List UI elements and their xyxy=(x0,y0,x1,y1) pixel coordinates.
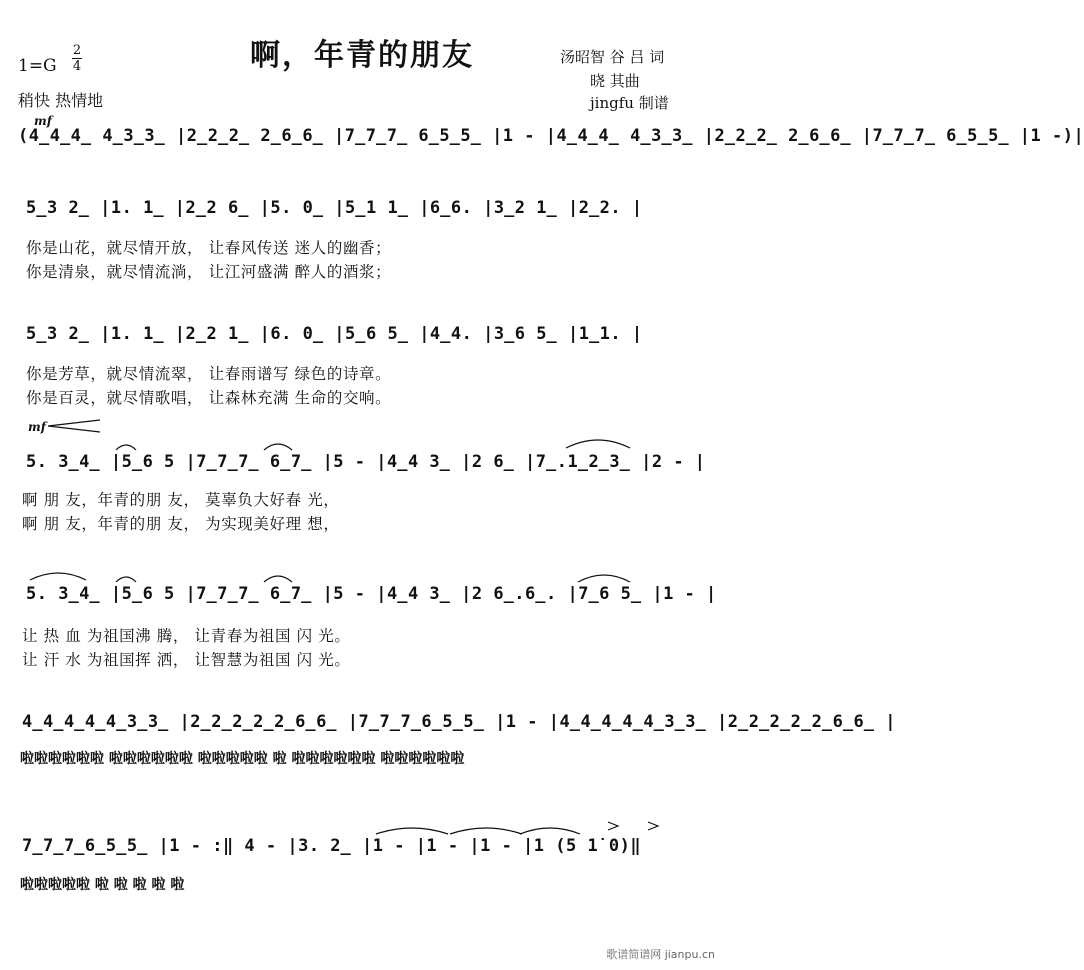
crescendo-hairpin xyxy=(48,420,100,432)
slur-6 xyxy=(264,576,292,582)
time-denominator: 4 xyxy=(72,59,82,74)
verse1-lyric-2: 你是清泉，就尽情流淌， 让江河盛满 醉人的酒浆； xyxy=(26,263,392,281)
slur-7 xyxy=(578,575,630,582)
tie-2 xyxy=(450,828,522,834)
chorus2-lyric-1: 让 热 血 为祖国沸 腾， 让青春为祖国 闪 光。 xyxy=(22,627,351,645)
verse2-lyric-1: 你是芳草，就尽情流翠， 让春雨谱写 绿色的诗章。 xyxy=(26,365,392,383)
accent-2 xyxy=(648,822,658,830)
dynamic-mf-1: mf xyxy=(34,114,52,128)
la-section-notes: 4̲4̲4̲4̲4̲3̲3̲ |2̲2̲2̲2̲2̲6̲6̲ |7̲7̲7̲6̲5̲5̲ |1 - |4̲4̲4̲4̲4̲3̲3̲ |2̲2̲2̲2̲2̲6̲6̲ | xyxy=(22,712,896,732)
verse1-notes: 5̲3 2̲ |1. 1̲ |2̲2 6̲ |5. 0̲ |5̲1 1̲ |6̲6. |3̲2 1̲ |2̲2. | xyxy=(26,198,643,218)
verse2-notes: 5̲3 2̲ |1. 1̲ |2̲2 1̲ |6. 0̲ |5̲6 5̲ |4̲4. |3̲6 5̲ |1̲1. | xyxy=(26,324,643,344)
chorus2-notes: 5. 3̲4̲ |5̲6 5 |7̲7̲7̲ 6̲7̲ |5 - |4̲4 3̲ |2 6̲.6̲. |7̲6 5̲ |1 - | xyxy=(26,584,717,604)
chorus1-lyric-1: 啊 朋 友，年青的朋 友， 莫辜负大好春 光， xyxy=(22,491,340,509)
tie-3 xyxy=(520,828,580,834)
chorus2-lyric-2: 让 汗 水 为祖国挥 洒， 让智慧为祖国 闪 光。 xyxy=(22,651,351,669)
slur-1 xyxy=(116,445,136,450)
chorus1-lyric-2: 啊 朋 友，年青的朋 友， 为实现美好理 想， xyxy=(22,515,340,533)
slur-5 xyxy=(116,577,136,582)
slur-3 xyxy=(566,440,630,448)
lyricist-credit: 汤昭智 谷 吕 词 xyxy=(560,48,665,66)
verse1-lyric-1: 你是山花，就尽情开放， 让春风传送 迷人的幽香； xyxy=(26,239,392,257)
la-section-lyric: 啦啦啦啦啦啦 啦啦啦啦啦啦 啦啦啦啦啦 啦 啦啦啦啦啦啦 啦啦啦啦啦啦 xyxy=(20,751,465,767)
dynamic-mf-2: mf xyxy=(28,420,46,434)
intro-notes: (4̲4̲4̲ 4̲3̲3̲ |2̲2̲2̲ 2̲6̲6̲ |7̲7̲7̲ 6̲5̲5̲ |1 - |4̲4̲4̲ 4̲3̲3̲ |2̲2̲2̲ 2̲6̲6̲ |7̲7̲7̲ 6̲5̲5̲ |1 -)| xyxy=(18,126,1084,146)
verse2-lyric-2: 你是百灵，就尽情歌唱， 让森林充满 生命的交响。 xyxy=(26,389,392,407)
site-watermark: 歌谱简谱网 jianpu.cn xyxy=(606,948,715,961)
accent-1 xyxy=(608,822,618,830)
tempo-marking: 稍快 热情地 xyxy=(18,91,104,110)
slur-4 xyxy=(30,573,86,580)
engraver-credit: jingfu 制谱 xyxy=(590,94,669,112)
ending-lyric: 啦啦啦啦啦 啦 啦 啦 啦 啦 xyxy=(20,877,185,893)
slur-2 xyxy=(264,444,292,450)
chorus1-notes: 5. 3̲4̲ |5̲6 5 |7̲7̲7̲ 6̲7̲ |5 - |4̲4 3̲ |2 6̲ |7̲.1̲2̲3̲ |2 - | xyxy=(26,452,706,472)
tie-1 xyxy=(376,828,448,834)
key-signature: 1=G xyxy=(18,56,57,76)
ending-notes: 7̲7̲7̲6̲5̲5̲ |1 - :‖ 4 - |3. 2̲ |1 - |1 - |1 - |1 (5 1̇ 0)‖ xyxy=(22,836,642,856)
song-title: 啊，年青的朋友 xyxy=(250,38,474,73)
time-numerator: 2 xyxy=(72,43,82,58)
composer-credit: 晓 其曲 xyxy=(590,72,640,90)
